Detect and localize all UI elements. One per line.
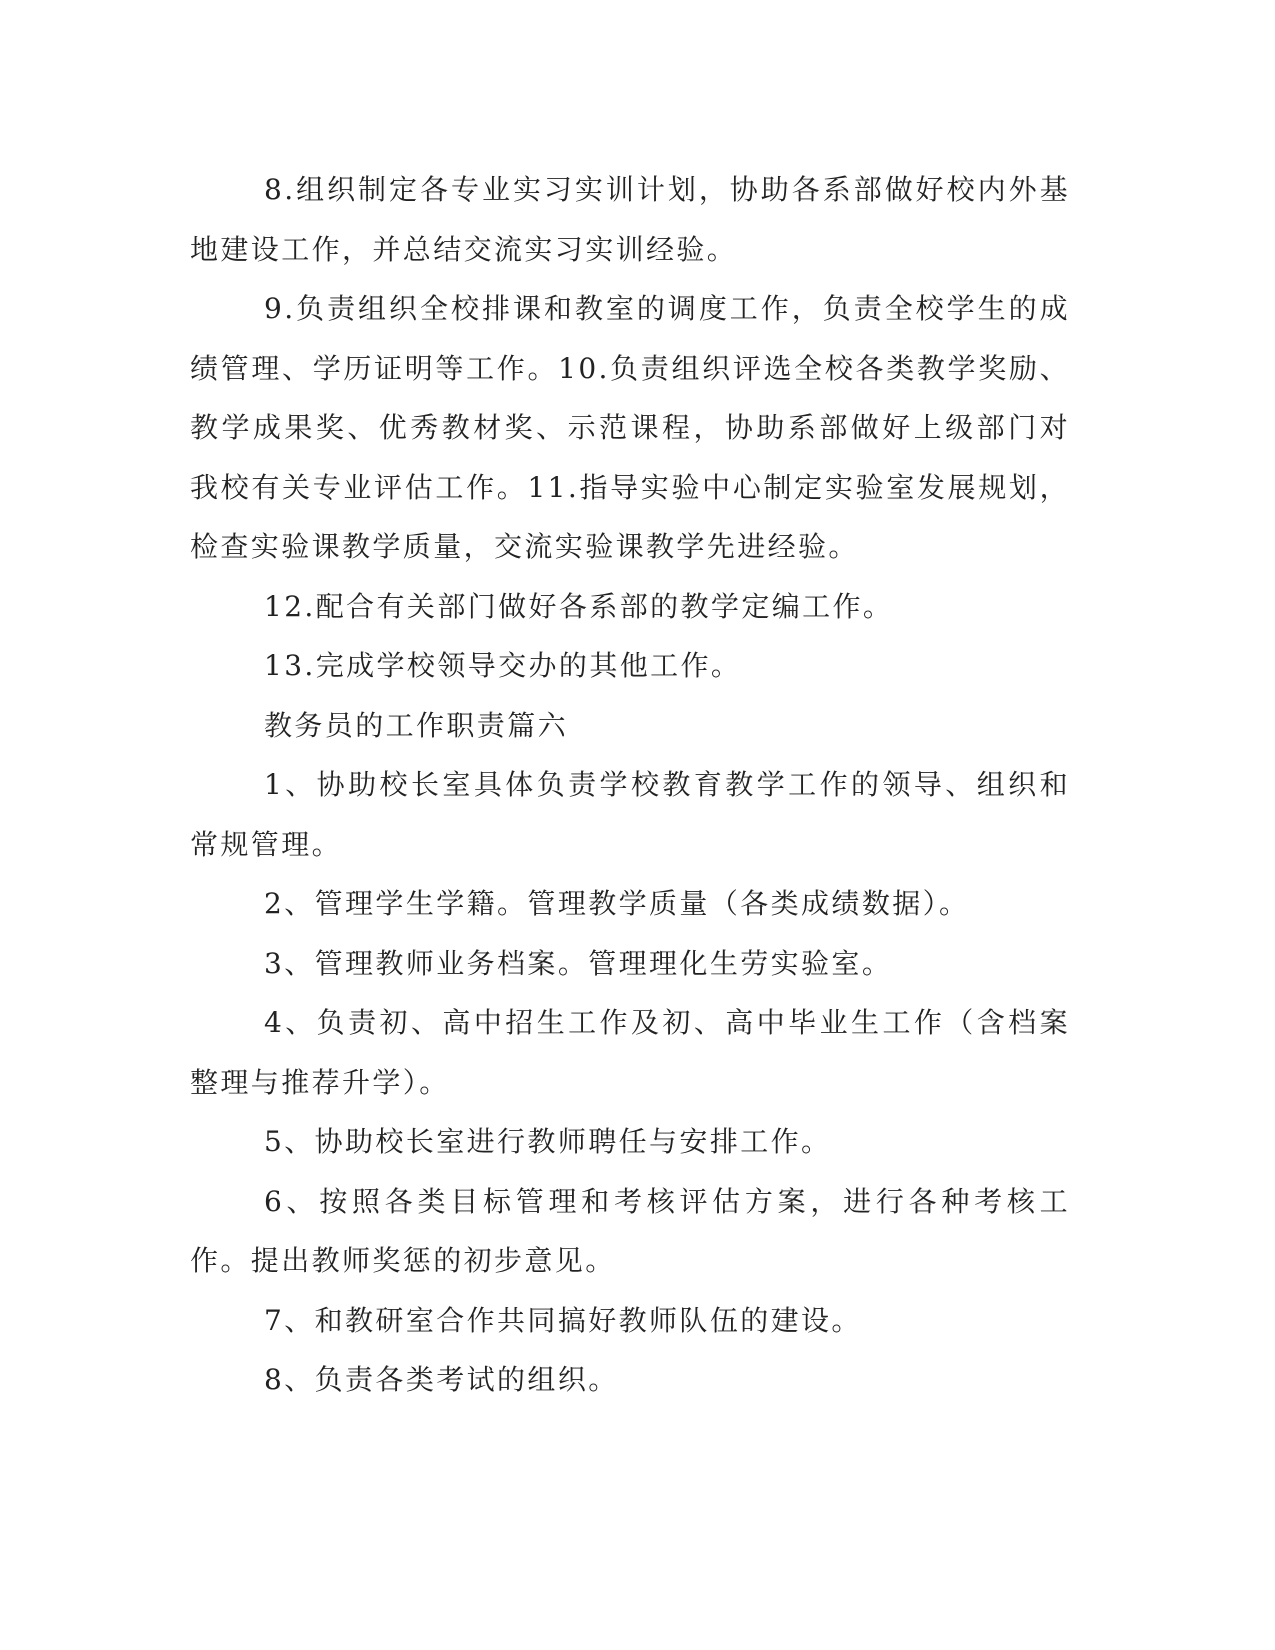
paragraph-item-12-staffing: 12.配合有关部门做好各系部的教学定编工作。 <box>264 589 894 623</box>
paragraph-duty-7: 7、和教研室合作共同搞好教师队伍的建设。 <box>264 1303 862 1337</box>
paragraph-item-9-11-scheduling: 9.负责组织全校排课和教室的调度工作，负责全校学生的成绩管理、学历证明等工作。10.负责组织评选全校各类教学奖励、教学成果奖、优秀教材奖、示范课程，协助系部做好上级部门对我校有关专业评估工作。11.指导实验中心制定实验室发展规划，检查实验课教学质量，交流实验课教学先进经验。 <box>190 292 1070 563</box>
paragraph-duty-4: 4、负责初、高中招生工作及初、高中毕业生工作（含档案整理与推荐升学）。 <box>190 1006 1070 1099</box>
paragraph-item-13-other-duties: 13.完成学校领导交办的其他工作。 <box>264 649 742 682</box>
section-heading: 教务员的工作职责篇六 <box>264 708 569 742</box>
paragraph-duty-6: 6、按照各类目标管理和考核评估方案，进行各种考核工作。提出教师奖惩的初步意见。 <box>190 1184 1070 1277</box>
paragraph-duty-5: 5、协助校长室进行教师聘任与安排工作。 <box>264 1125 832 1158</box>
paragraph-duty-8: 8、负责各类考试的组织。 <box>264 1363 619 1396</box>
paragraph-item-8-internship: 8.组织制定各专业实习实训计划，协助各系部做好校内外基地建设工作，并总结交流实习实训经验。 <box>190 173 1070 266</box>
paragraph-duty-3: 3、管理教师业务档案。管理理化生劳实验室。 <box>264 946 893 980</box>
paragraph-duty-2: 2、管理学生学籍。管理教学质量（各类成绩数据）。 <box>264 887 970 920</box>
paragraph-duty-1: 1、协助校长室具体负责学校教育教学工作的领导、组织和常规管理。 <box>190 768 1070 861</box>
document-body <box>190 160 1070 1410</box>
